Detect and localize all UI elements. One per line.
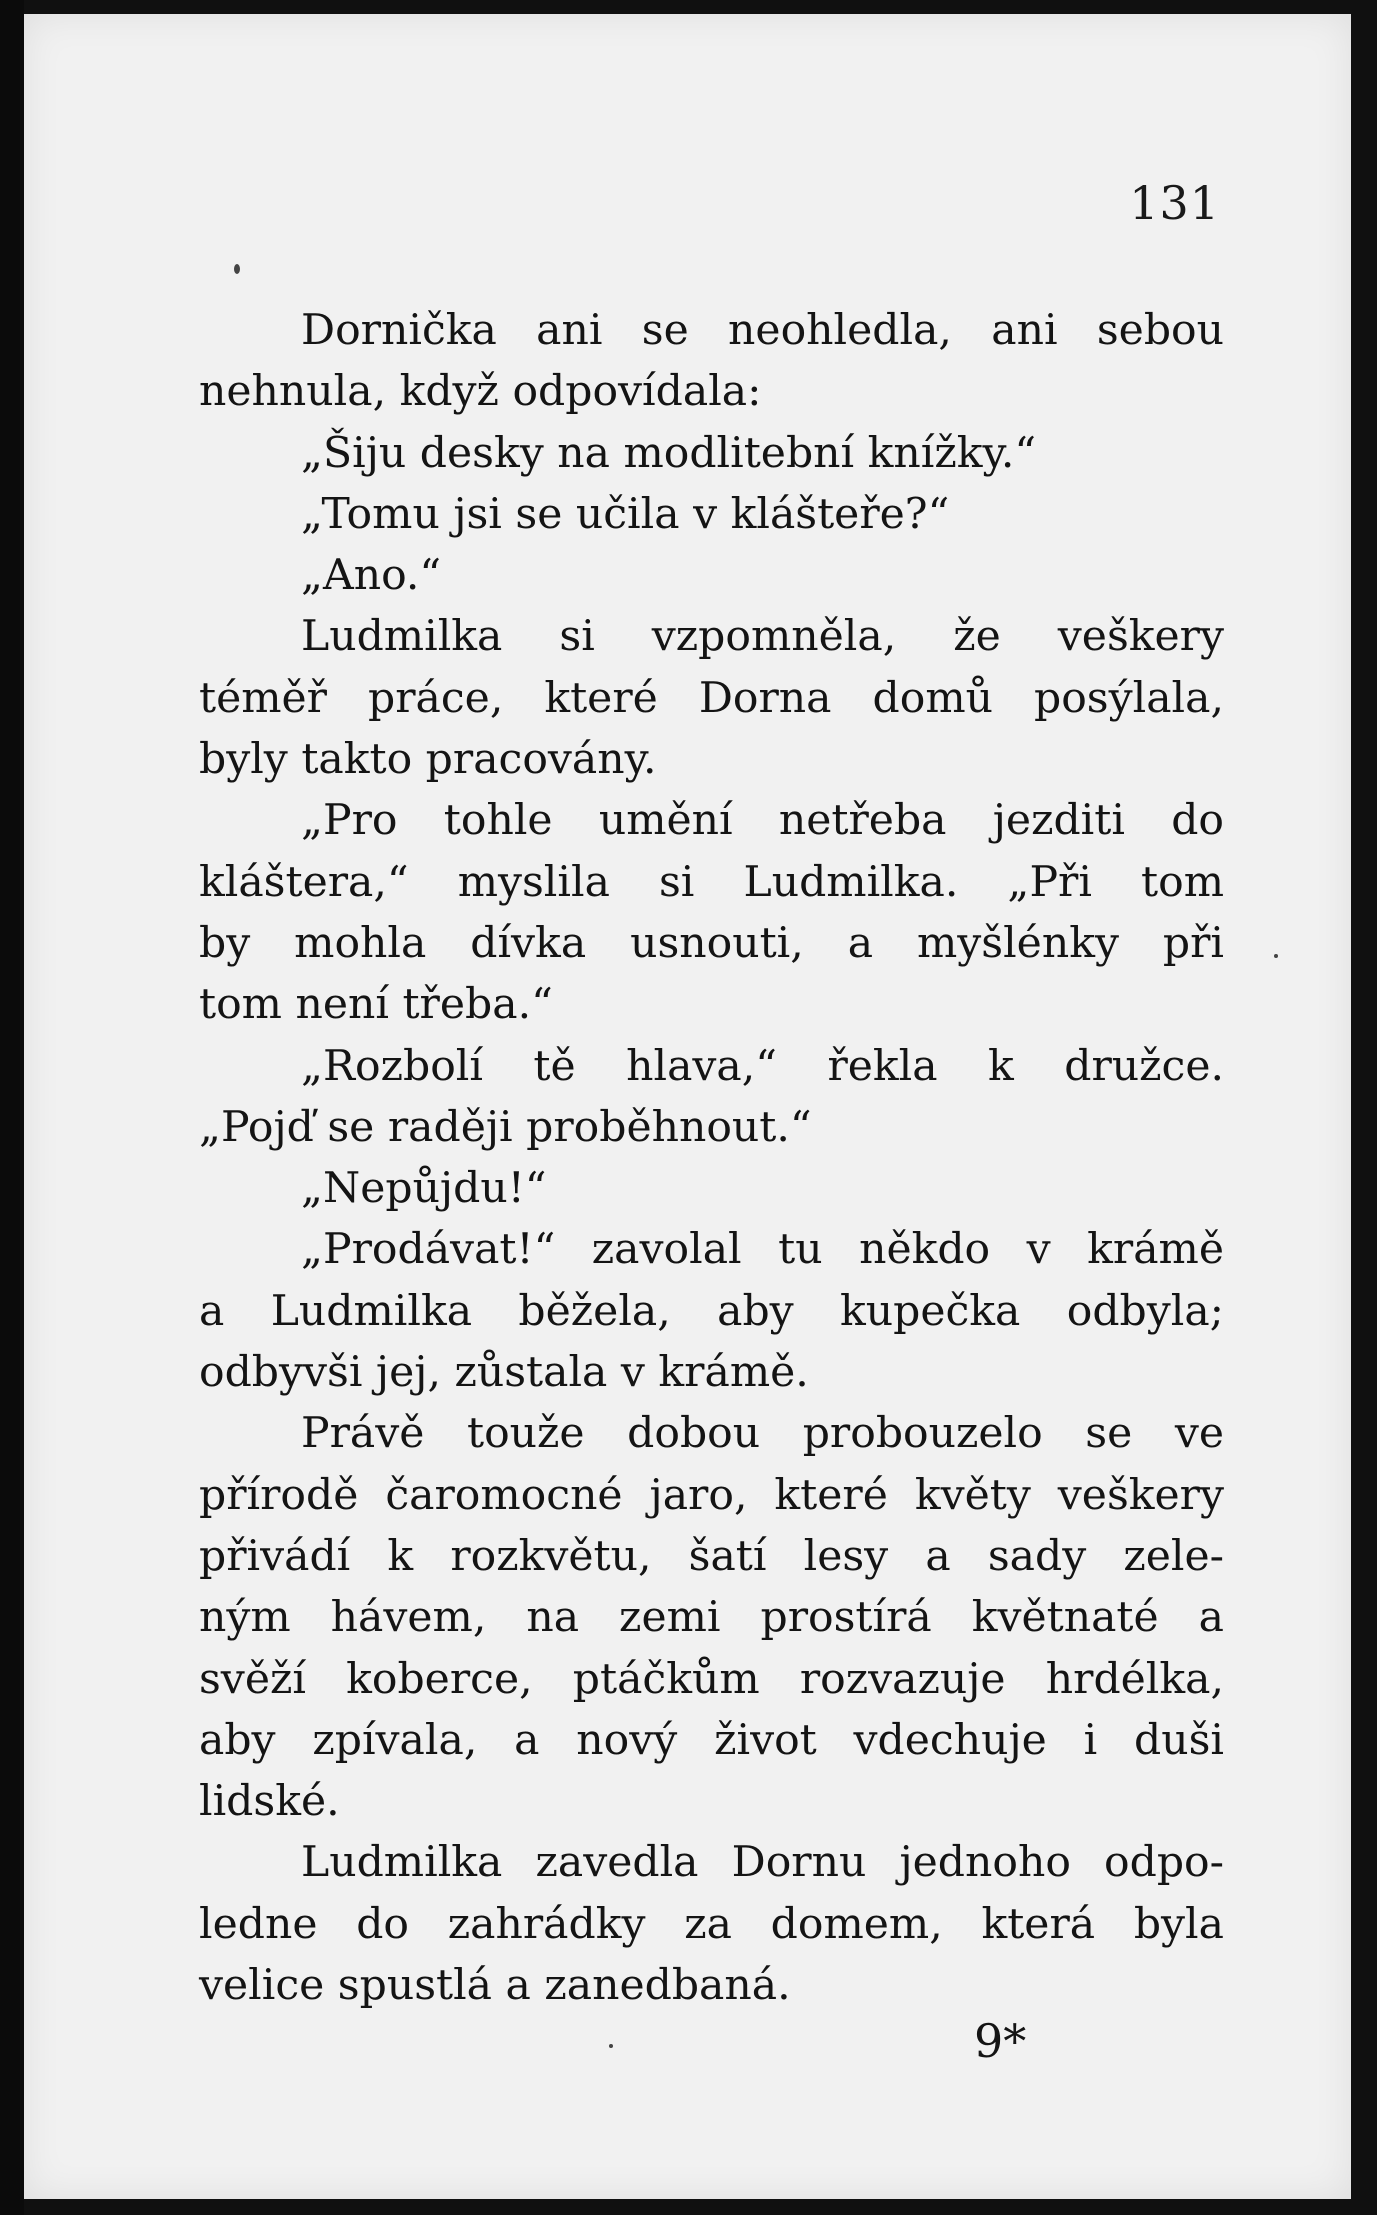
text-line: Ludmilka si vzpomněla, že veškery: [301, 612, 1224, 662]
page-number: 131: [1129, 176, 1220, 230]
text-line: lidské.: [199, 1777, 340, 1827]
text-line: „Ano.“: [301, 551, 442, 601]
text-line: „Prodávat!“ zavolal tu někdo v krámě: [301, 1225, 1224, 1275]
text-line: aby zpívala, a nový život vdechuje i duši: [199, 1715, 1224, 1765]
text-line: „Šiju desky na modlitební knížky.“: [301, 428, 1037, 478]
text-line: Právě touže dobou probouzelo se ve: [301, 1409, 1224, 1459]
text-line: přivádí k rozkvětu, šatí lesy a sady zele-: [199, 1531, 1224, 1581]
text-line: odbyvši jej, zůstala v krámě.: [199, 1348, 809, 1398]
ink-speck: [609, 2044, 613, 2048]
text-line: „Rozbolí tě hlava,“ řekla k družce.: [301, 1041, 1224, 1091]
text-line: Ludmilka zavedla Dornu jednoho odpo-: [301, 1838, 1224, 1888]
text-line: Dornička ani se neohledla, ani sebou: [301, 306, 1224, 355]
body-text: [199, 300, 1224, 2016]
text-line: „Pojď se raději proběhnout.“: [199, 1102, 812, 1152]
text-line: přírodě čaromocné jaro, které květy veškery: [199, 1470, 1224, 1520]
text-line: velice spustlá a zanedbaná.: [199, 1961, 791, 2011]
ink-speck: [1274, 954, 1278, 958]
text-line: téměř práce, které Dorna domů posýlala,: [199, 673, 1224, 723]
text-line: svěží koberce, ptáčkům rozvazuje hrdélka,: [199, 1654, 1224, 1704]
scan-border-left: [0, 0, 24, 2215]
text-line: a Ludmilka běžela, aby kupečka odbyla;: [199, 1286, 1224, 1336]
text-line: ledne do zahrádky za domem, která byla: [199, 1899, 1224, 1949]
book-page: [24, 14, 1351, 2199]
text-line: ným hávem, na zemi prostírá květnaté a: [199, 1593, 1224, 1643]
text-line: „Nepůjdu!“: [301, 1164, 547, 1214]
text-line: byly takto pracovány.: [199, 735, 657, 785]
text-line: by mohla dívka usnouti, a myšlénky při: [199, 918, 1224, 968]
text-line: nehnula, když odpovídala:: [199, 367, 762, 417]
text-line: „Pro tohle umění netřeba jezditi do: [301, 796, 1224, 846]
text-line: kláštera,“ myslila si Ludmilka. „Při tom: [199, 857, 1224, 907]
text-line: „Tomu jsi se učila v klášteře?“: [301, 489, 950, 539]
text-line: tom není třeba.“: [199, 980, 553, 1030]
ink-speck: [234, 264, 240, 274]
signature-mark: 9*: [974, 2014, 1027, 2068]
